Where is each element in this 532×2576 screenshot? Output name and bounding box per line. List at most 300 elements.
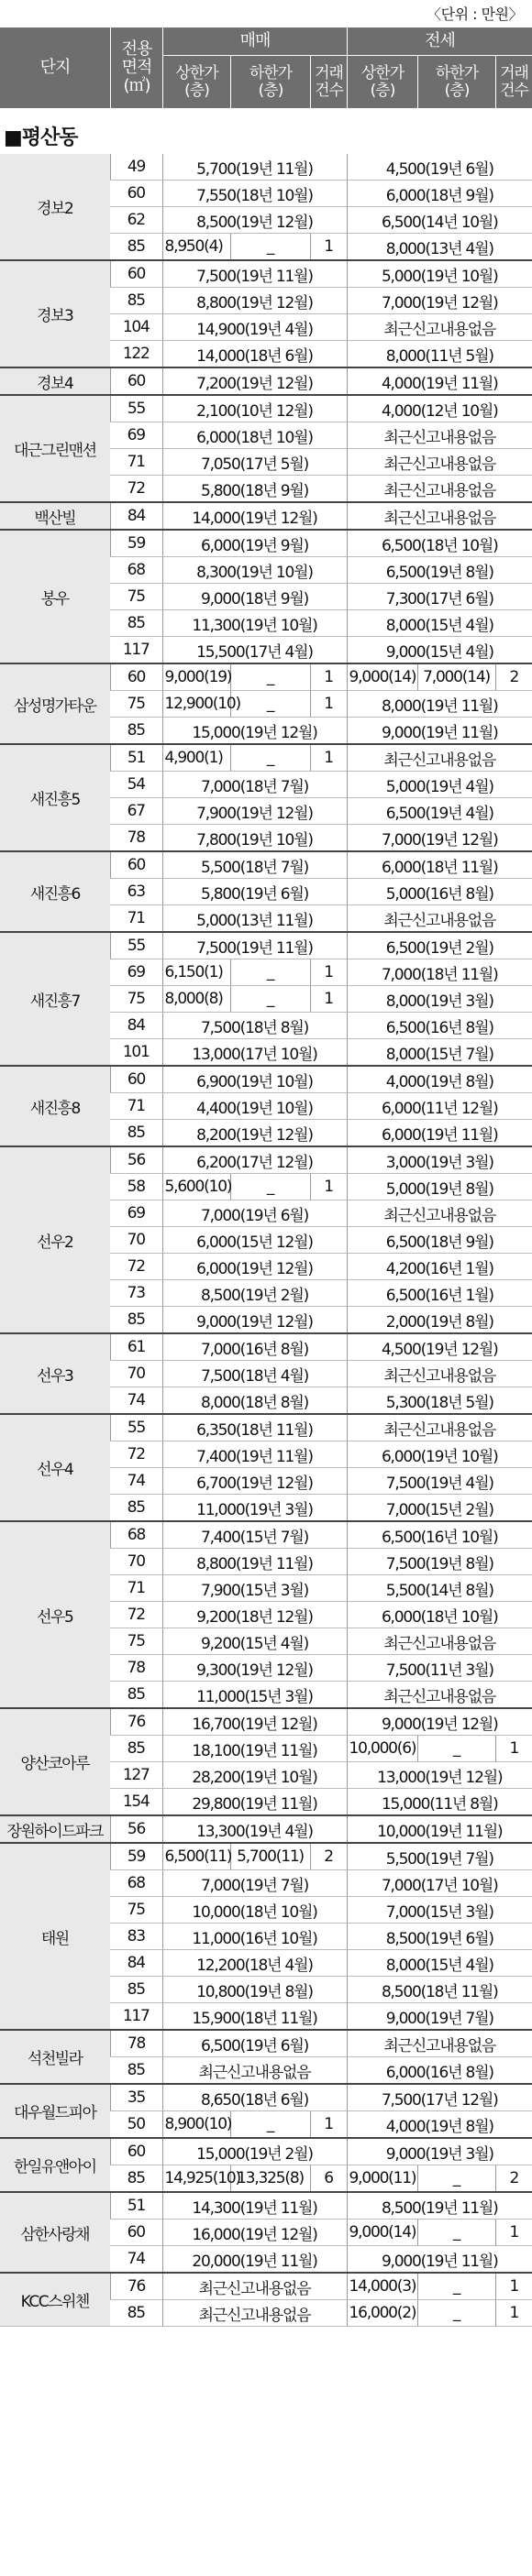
jeonse-upper-cell: 최근신고내용없음: [347, 744, 532, 772]
area-cell: 68: [110, 1521, 162, 1549]
jeonse-upper-cell: 최근신고내용없음: [347, 449, 532, 476]
jeonse-upper-cell: 6,500(19년 4월): [347, 798, 532, 825]
sale-upper-cell: 6,000(18년 10월): [162, 422, 347, 449]
header-jeonse-lower: 하한가(층): [435, 63, 479, 100]
jeonse-upper-cell: 16,000(2): [347, 2300, 417, 2327]
complex-name: 새진흥5: [0, 744, 110, 851]
area-cell: 68: [110, 557, 162, 584]
area-cell: 70: [110, 1227, 162, 1254]
jeonse-upper-cell: 8,500(19년 6월): [347, 1924, 532, 1950]
complex-name: KCC스위첸: [0, 2273, 110, 2327]
area-cell: 78: [110, 825, 162, 852]
area-cell: 78: [110, 2030, 162, 2057]
complex-name: 삼성명가타운: [0, 663, 110, 744]
jeonse-upper-cell: 최근신고내용없음: [347, 1414, 532, 1441]
area-cell: 74: [110, 2246, 162, 2274]
area-cell: 85: [110, 288, 162, 314]
jeonse-upper-cell: 7,000(15년 2월): [347, 1495, 532, 1522]
sale-upper-cell: 9,300(19년 12월): [162, 1655, 347, 1682]
table-row: [0, 1521, 532, 1549]
sale-upper-cell: 6,000(19년 12월): [162, 1254, 347, 1280]
sale-upper-cell: 14,925(10): [162, 2165, 230, 2193]
area-cell: 63: [110, 879, 162, 905]
complex-name: 한일유앤아이: [0, 2138, 110, 2192]
jeonse-upper-cell: 13,000(19년 12월): [347, 1762, 532, 1789]
area-cell: 71: [110, 449, 162, 476]
area-cell: 75: [110, 1897, 162, 1924]
complex-name: 태원: [0, 1843, 110, 2030]
table-row: [0, 1843, 532, 1870]
area-cell: 71: [110, 905, 162, 933]
area-cell: 78: [110, 1655, 162, 1682]
table-row: [0, 367, 532, 395]
jeonse-upper-cell: 8,500(19년 11월): [347, 2192, 532, 2220]
area-cell: 60: [110, 260, 162, 288]
sale-upper-cell: 최근신고내용없음: [162, 2273, 347, 2300]
area-cell: 76: [110, 2273, 162, 2300]
area-cell: 71: [110, 1093, 162, 1120]
jeonse-upper-cell: 최근신고내용없음: [347, 1682, 532, 1709]
sale-count-cell: 1: [310, 663, 347, 691]
sale-upper-cell: 8,650(18년 6월): [162, 2084, 347, 2111]
sale-upper-cell: 8,800(19년 12월): [162, 288, 347, 314]
sale-upper-cell: 7,050(17년 5월): [162, 449, 347, 476]
table-row: [0, 1066, 532, 1093]
jeonse-upper-cell: 8,000(11년 5월): [347, 341, 532, 368]
sale-upper-cell: 11,000(19년 3월): [162, 1495, 347, 1522]
complex-name: 양산코아루: [0, 1708, 110, 1815]
complex-name: 경보4: [0, 367, 110, 395]
jeonse-upper-cell: 최근신고내용없음: [347, 2030, 532, 2057]
area-cell: 122: [110, 341, 162, 368]
complex-name: 장원하이드파크: [0, 1815, 110, 1843]
sale-upper-cell: 5,600(10): [162, 1174, 230, 1200]
complex-name: 선우4: [0, 1414, 110, 1521]
table-row: [0, 260, 532, 288]
jeonse-upper-cell: 4,000(19년 8월): [347, 2111, 532, 2139]
jeonse-upper-cell: 9,000(19년 11월): [347, 718, 532, 745]
sale-upper-cell: 7,200(19년 12월): [162, 367, 347, 395]
area-cell: 75: [110, 584, 162, 610]
jeonse-upper-cell: 5,000(19년 8월): [347, 1174, 532, 1200]
area-cell: 59: [110, 530, 162, 557]
jeonse-upper-cell: 최근신고내용없음: [347, 1200, 532, 1227]
sale-upper-cell: 10,000(18년 10월): [162, 1897, 347, 1924]
jeonse-upper-cell: 9,000(19년 3월): [347, 2138, 532, 2165]
area-cell: 70: [110, 1361, 162, 1387]
area-cell: 55: [110, 1414, 162, 1441]
table-row: [0, 1815, 532, 1843]
sale-upper-cell: 14,300(19년 11월): [162, 2192, 347, 2220]
area-cell: 127: [110, 1762, 162, 1789]
sale-upper-cell: 8,500(19년 2월): [162, 1280, 347, 1307]
area-cell: 85: [110, 1977, 162, 2003]
sale-upper-cell: 4,400(19년 10월): [162, 1093, 347, 1120]
area-cell: 74: [110, 1468, 162, 1495]
area-cell: 60: [110, 1066, 162, 1093]
sale-upper-cell: 16,700(19년 12월): [162, 1708, 347, 1736]
jeonse-count-cell: 2: [495, 2165, 532, 2193]
area-cell: 154: [110, 1789, 162, 1816]
area-cell: 75: [110, 986, 162, 1013]
jeonse-upper-cell: 4,500(19년 12월): [347, 1333, 532, 1361]
sale-lower-cell: _: [230, 234, 310, 261]
jeonse-lower-cell: 7,000(14): [417, 663, 495, 691]
area-cell: 68: [110, 1870, 162, 1897]
sale-upper-cell: 20,000(19년 11월): [162, 2246, 347, 2274]
table-row: [0, 932, 532, 959]
sale-upper-cell: 5,500(18년 7월): [162, 851, 347, 879]
sale-upper-cell: 6,500(11): [162, 1843, 230, 1870]
sale-upper-cell: 16,000(19년 12월): [162, 2220, 347, 2246]
jeonse-upper-cell: 9,000(14): [347, 663, 417, 691]
area-cell: 51: [110, 2192, 162, 2220]
sale-lower-cell: _: [230, 959, 310, 986]
area-cell: 49: [110, 154, 162, 181]
jeonse-count-cell: 1: [495, 2220, 532, 2246]
area-cell: 85: [110, 1495, 162, 1522]
jeonse-count-cell: 1: [495, 1736, 532, 1762]
jeonse-upper-cell: 5,500(14년 8월): [347, 1575, 532, 1602]
sale-lower-cell: 13,325(8): [230, 2165, 310, 2193]
sale-upper-cell: 5,800(19년 6월): [162, 879, 347, 905]
sale-upper-cell: 2,100(10년 12월): [162, 395, 347, 422]
jeonse-upper-cell: 8,000(13년 4월): [347, 234, 532, 261]
sale-count-cell: 1: [310, 2111, 347, 2139]
jeonse-upper-cell: 9,000(14): [347, 2220, 417, 2246]
table-row: [0, 502, 532, 530]
header-jeonse-upper: 상한가(층): [360, 63, 405, 100]
jeonse-lower-cell: _: [417, 2165, 495, 2193]
jeonse-lower-cell: _: [417, 2273, 495, 2300]
area-cell: 61: [110, 1333, 162, 1361]
jeonse-upper-cell: 7,500(19년 4월): [347, 1468, 532, 1495]
jeonse-upper-cell: 8,000(15년 4월): [347, 610, 532, 637]
area-cell: 50: [110, 2111, 162, 2139]
table-row: [0, 2138, 532, 2165]
table-row: [0, 2084, 532, 2111]
jeonse-upper-cell: 8,000(19년 3월): [347, 986, 532, 1013]
area-cell: 85: [110, 1736, 162, 1762]
jeonse-upper-cell: 6,500(19년 2월): [347, 932, 532, 959]
jeonse-upper-cell: 15,000(11년 8월): [347, 1789, 532, 1816]
sale-upper-cell: 최근신고내용없음: [162, 2300, 347, 2327]
complex-name: 새진흥7: [0, 932, 110, 1066]
complex-name: 선우3: [0, 1333, 110, 1414]
sale-upper-cell: 28,200(19년 10월): [162, 1762, 347, 1789]
table-row: [0, 395, 532, 422]
area-cell: 70: [110, 1549, 162, 1575]
complex-name: 선우2: [0, 1146, 110, 1333]
sale-count-cell: 1: [310, 986, 347, 1013]
area-cell: 71: [110, 1575, 162, 1602]
sale-upper-cell: 7,400(15년 7월): [162, 1521, 347, 1549]
sale-upper-cell: 9,000(18년 9월): [162, 584, 347, 610]
area-cell: 60: [110, 181, 162, 207]
sale-lower-cell: _: [230, 744, 310, 772]
sale-upper-cell: 7,000(16년 8월): [162, 1333, 347, 1361]
jeonse-upper-cell: 6,500(16년 1월): [347, 1280, 532, 1307]
jeonse-upper-cell: 5,000(19년 10월): [347, 260, 532, 288]
sale-upper-cell: 12,200(18년 4월): [162, 1950, 347, 1977]
area-cell: 84: [110, 1950, 162, 1977]
sale-count-cell: 1: [310, 744, 347, 772]
sale-upper-cell: 29,800(19년 11월): [162, 1789, 347, 1816]
sale-upper-cell: 10,800(19년 8월): [162, 1977, 347, 2003]
jeonse-upper-cell: 9,000(11): [347, 2165, 417, 2193]
sale-upper-cell: 6,500(19년 6월): [162, 2030, 347, 2057]
jeonse-upper-cell: 10,000(6): [347, 1736, 417, 1762]
jeonse-upper-cell: 6,000(11년 12월): [347, 1093, 532, 1120]
jeonse-upper-cell: 6,000(18년 10월): [347, 1602, 532, 1628]
sale-upper-cell: 8,500(19년 12월): [162, 207, 347, 234]
sale-upper-cell: 11,000(16년 10월): [162, 1924, 347, 1950]
jeonse-upper-cell: 최근신고내용없음: [347, 476, 532, 503]
jeonse-lower-cell: _: [417, 1736, 495, 1762]
price-table: [0, 154, 532, 2327]
area-cell: 104: [110, 314, 162, 341]
sale-upper-cell: 8,800(19년 11월): [162, 1549, 347, 1575]
table-header: [0, 27, 532, 108]
sale-upper-cell: 9,200(18년 12월): [162, 1602, 347, 1628]
header-jeonse-count: 거래건수: [500, 63, 528, 100]
sale-upper-cell: 7,000(19년 6월): [162, 1200, 347, 1227]
jeonse-upper-cell: 7,000(18년 11월): [347, 959, 532, 986]
area-cell: 55: [110, 395, 162, 422]
table-row: [0, 744, 532, 772]
area-cell: 72: [110, 1602, 162, 1628]
jeonse-upper-cell: 6,500(19년 8월): [347, 557, 532, 584]
sale-upper-cell: 8,000(8): [162, 986, 230, 1013]
sale-upper-cell: 8,950(4): [162, 234, 230, 261]
table-row: [0, 530, 532, 557]
sale-upper-cell: 5,700(19년 11월): [162, 154, 347, 181]
sale-upper-cell: 11,000(15년 3월): [162, 1682, 347, 1709]
area-cell: 59: [110, 1843, 162, 1870]
sale-upper-cell: 6,900(19년 10월): [162, 1066, 347, 1093]
jeonse-upper-cell: 최근신고내용없음: [347, 1361, 532, 1387]
jeonse-upper-cell: 최근신고내용없음: [347, 905, 532, 933]
sale-upper-cell: 7,000(18년 7월): [162, 772, 347, 798]
jeonse-upper-cell: 7,500(11년 3월): [347, 1655, 532, 1682]
jeonse-upper-cell: 최근신고내용없음: [347, 314, 532, 341]
header-sale-upper: 상한가(층): [175, 63, 218, 100]
area-cell: 85: [110, 2057, 162, 2085]
sale-count-cell: 1: [310, 959, 347, 986]
jeonse-upper-cell: 최근신고내용없음: [347, 422, 532, 449]
area-cell: 76: [110, 1708, 162, 1736]
area-cell: 85: [110, 1682, 162, 1709]
jeonse-upper-cell: 4,000(19년 11월): [347, 367, 532, 395]
section-title: ■평산동: [4, 126, 78, 149]
jeonse-upper-cell: 6,500(18년 10월): [347, 530, 532, 557]
sale-count-cell: 1: [310, 1174, 347, 1200]
complex-name: 선우5: [0, 1521, 110, 1708]
jeonse-upper-cell: 8,000(19년 11월): [347, 691, 532, 718]
jeonse-upper-cell: 4,000(12년 10월): [347, 395, 532, 422]
jeonse-count-cell: 1: [495, 2273, 532, 2300]
sale-upper-cell: 13,300(19년 4월): [162, 1815, 347, 1843]
area-cell: 51: [110, 744, 162, 772]
sale-upper-cell: 7,900(19년 12월): [162, 798, 347, 825]
area-cell: 58: [110, 1174, 162, 1200]
sale-upper-cell: 6,150(1): [162, 959, 230, 986]
jeonse-upper-cell: 6,500(16년 10월): [347, 1521, 532, 1549]
jeonse-upper-cell: 8,000(15년 7월): [347, 1039, 532, 1067]
area-cell: 85: [110, 2165, 162, 2193]
jeonse-upper-cell: 3,000(19년 3월): [347, 1146, 532, 1174]
table-row: [0, 2030, 532, 2057]
complex-name: 경보2: [0, 154, 110, 260]
jeonse-upper-cell: 10,000(19년 11월): [347, 1815, 532, 1843]
area-cell: 60: [110, 2138, 162, 2165]
sale-count-cell: 2: [310, 1843, 347, 1870]
area-cell: 69: [110, 1200, 162, 1227]
sale-upper-cell: 15,500(17년 4월): [162, 637, 347, 664]
jeonse-upper-cell: 9,000(19년 11월): [347, 2246, 532, 2274]
sale-upper-cell: 15,900(18년 11월): [162, 2003, 347, 2031]
jeonse-upper-cell: 7,500(17년 12월): [347, 2084, 532, 2111]
jeonse-upper-cell: 9,000(19년 12월): [347, 1708, 532, 1736]
area-cell: 85: [110, 1307, 162, 1334]
area-cell: 74: [110, 1387, 162, 1415]
jeonse-upper-cell: 6,500(18년 9월): [347, 1227, 532, 1254]
table-row: [0, 2192, 532, 2220]
area-cell: 60: [110, 851, 162, 879]
sale-upper-cell: 6,000(19년 9월): [162, 530, 347, 557]
jeonse-upper-cell: 7,000(19년 12월): [347, 288, 532, 314]
area-cell: 85: [110, 1120, 162, 1147]
sale-upper-cell: 9,000(19): [162, 663, 230, 691]
sale-lower-cell: _: [230, 1174, 310, 1200]
jeonse-lower-cell: _: [417, 2220, 495, 2246]
jeonse-upper-cell: 7,000(19년 12월): [347, 825, 532, 852]
sale-upper-cell: 5,000(13년 11월): [162, 905, 347, 933]
area-cell: 84: [110, 1013, 162, 1039]
sale-upper-cell: 15,000(19년 2월): [162, 2138, 347, 2165]
area-cell: 75: [110, 691, 162, 718]
complex-name: 경보3: [0, 260, 110, 367]
sale-lower-cell: _: [230, 986, 310, 1013]
jeonse-upper-cell: 9,000(19년 7월): [347, 2003, 532, 2031]
area-cell: 101: [110, 1039, 162, 1067]
table-row: [0, 851, 532, 879]
sale-upper-cell: 6,200(17년 12월): [162, 1146, 347, 1174]
area-cell: 85: [110, 610, 162, 637]
sale-count-cell: 6: [310, 2165, 347, 2193]
area-cell: 69: [110, 422, 162, 449]
area-cell: 117: [110, 2003, 162, 2031]
sale-upper-cell: 7,500(18년 4월): [162, 1361, 347, 1387]
table-row: [0, 154, 532, 181]
sale-upper-cell: 14,900(19년 4월): [162, 314, 347, 341]
jeonse-upper-cell: 5,000(16년 8월): [347, 879, 532, 905]
jeonse-upper-cell: 6,000(19년 11월): [347, 1120, 532, 1147]
area-cell: 67: [110, 798, 162, 825]
jeonse-upper-cell: 7,500(19년 8월): [347, 1549, 532, 1575]
sale-upper-cell: 6,350(18년 11월): [162, 1414, 347, 1441]
area-cell: 85: [110, 234, 162, 261]
table-row: [0, 2273, 532, 2300]
sale-upper-cell: 15,000(19년 12월): [162, 718, 347, 745]
area-cell: 60: [110, 2220, 162, 2246]
table-row: [0, 663, 532, 691]
area-cell: 85: [110, 2300, 162, 2327]
area-cell: 54: [110, 772, 162, 798]
area-cell: 56: [110, 1815, 162, 1843]
area-cell: 85: [110, 718, 162, 745]
sale-upper-cell: 7,500(18년 8월): [162, 1013, 347, 1039]
sale-upper-cell: 18,100(19년 11월): [162, 1736, 347, 1762]
jeonse-upper-cell: 6,500(14년 10월): [347, 207, 532, 234]
sale-upper-cell: 8,300(19년 10월): [162, 557, 347, 584]
area-cell: 35: [110, 2084, 162, 2111]
sale-lower-cell: _: [230, 691, 310, 718]
jeonse-upper-cell: 6,000(18년 9월): [347, 181, 532, 207]
sale-upper-cell: 7,800(19년 10월): [162, 825, 347, 852]
area-cell: 73: [110, 1280, 162, 1307]
sale-upper-cell: 6,700(19년 12월): [162, 1468, 347, 1495]
complex-name: 대우월드피아: [0, 2084, 110, 2138]
jeonse-lower-cell: _: [417, 2300, 495, 2327]
sale-upper-cell: 7,000(19년 7월): [162, 1870, 347, 1897]
jeonse-count-cell: 2: [495, 663, 532, 691]
complex-name: 봉우: [0, 530, 110, 663]
jeonse-upper-cell: 4,200(16년 1월): [347, 1254, 532, 1280]
area-cell: 56: [110, 1146, 162, 1174]
sale-upper-cell: 11,300(19년 10월): [162, 610, 347, 637]
header-complex: 단지: [39, 58, 71, 77]
jeonse-upper-cell: 4,000(19년 8월): [347, 1066, 532, 1093]
sale-upper-cell: 13,000(17년 10월): [162, 1039, 347, 1067]
jeonse-upper-cell: 5,300(18년 5월): [347, 1387, 532, 1415]
sale-upper-cell: 8,000(18년 8월): [162, 1387, 347, 1415]
area-cell: 69: [110, 959, 162, 986]
header-jeonse: 전세: [425, 31, 455, 50]
jeonse-count-cell: 1: [495, 2300, 532, 2327]
header-sale-lower: 하한가(층): [249, 63, 293, 100]
table-row: [0, 1333, 532, 1361]
jeonse-upper-cell: 9,000(15년 4월): [347, 637, 532, 664]
header-area: 전용면적(㎡): [121, 39, 152, 95]
sale-upper-cell: 7,400(19년 11월): [162, 1441, 347, 1468]
sale-upper-cell: 8,900(10): [162, 2111, 230, 2139]
area-cell: 72: [110, 476, 162, 503]
jeonse-upper-cell: 8,500(18년 11월): [347, 1977, 532, 2003]
area-cell: 72: [110, 1254, 162, 1280]
sale-upper-cell: 7,500(19년 11월): [162, 260, 347, 288]
sale-lower-cell: _: [230, 2111, 310, 2139]
jeonse-upper-cell: 4,500(19년 6월): [347, 154, 532, 181]
header-sale: 매매: [239, 31, 271, 50]
sale-upper-cell: 최근신고내용없음: [162, 2057, 347, 2085]
area-cell: 60: [110, 367, 162, 395]
area-cell: 72: [110, 1441, 162, 1468]
jeonse-upper-cell: 8,000(15년 4월): [347, 1950, 532, 1977]
sale-upper-cell: 6,000(15년 12월): [162, 1227, 347, 1254]
area-cell: 60: [110, 663, 162, 691]
complex-name: 새진흥6: [0, 851, 110, 932]
jeonse-upper-cell: 6,500(16년 8월): [347, 1013, 532, 1039]
jeonse-upper-cell: 6,000(19년 10월): [347, 1441, 532, 1468]
area-cell: 75: [110, 1628, 162, 1655]
table-row: [0, 1146, 532, 1174]
jeonse-upper-cell: 7,000(17년 10월): [347, 1870, 532, 1897]
area-cell: 83: [110, 1924, 162, 1950]
complex-name: 대근그린맨션: [0, 395, 110, 502]
sale-upper-cell: 7,500(19년 11월): [162, 932, 347, 959]
area-cell: 84: [110, 502, 162, 530]
